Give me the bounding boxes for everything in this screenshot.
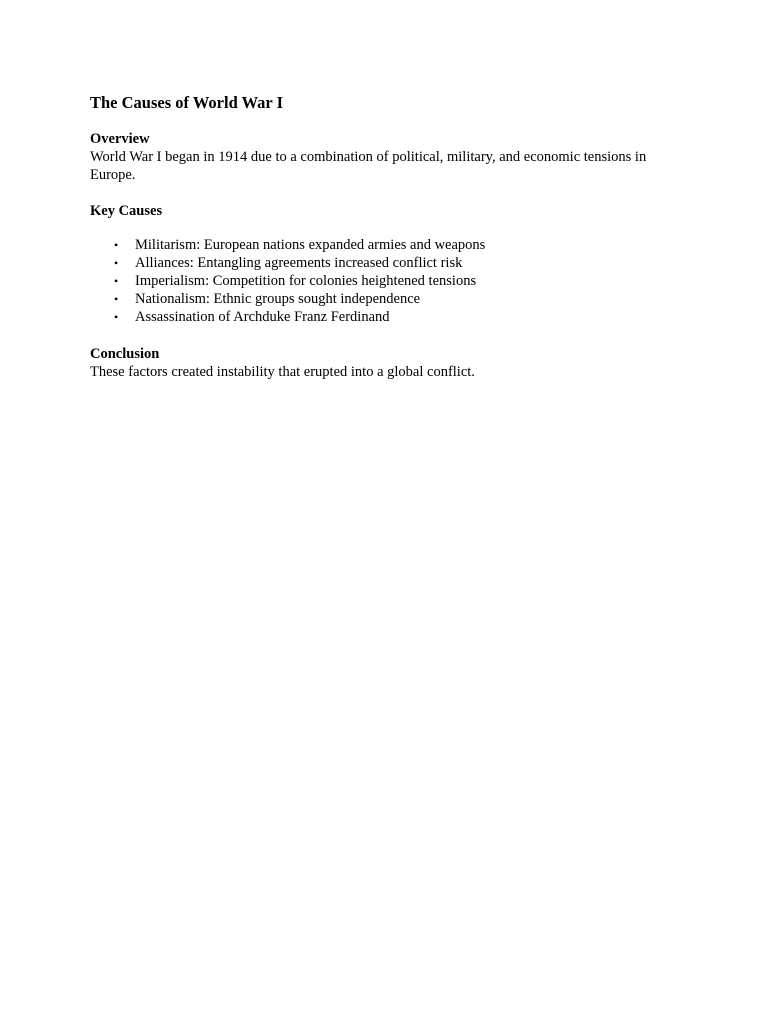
bullet-icon: • <box>114 238 119 252</box>
list-item-text: Nationalism: Ethnic groups sought independence <box>135 291 421 307</box>
overview-heading: Overview <box>90 131 150 147</box>
bullet-icon: • <box>114 310 119 324</box>
list-item-text: Militarism: European nations expanded armies and weapons <box>135 237 486 253</box>
list-item <box>90 308 688 326</box>
overview-text: World War I began in 1914 due to a combination of political, military, and economic tensions in Europe. <box>90 149 647 183</box>
key-causes-list <box>90 236 688 326</box>
list-item-text: Imperialism: Competition for colonies heightened tensions <box>135 273 477 289</box>
list-item-text: Alliances: Entangling agreements increased conflict risk <box>135 255 463 271</box>
bullet-icon: • <box>114 274 119 288</box>
list-item <box>90 290 688 308</box>
list-item <box>90 254 688 272</box>
document-title: The Causes of World War I <box>90 93 283 112</box>
conclusion-text: These factors created instability that erupted into a global conflict. <box>90 364 475 380</box>
list-item <box>90 272 688 290</box>
list-item-text: Assassination of Archduke Franz Ferdinand <box>135 309 390 325</box>
conclusion-heading: Conclusion <box>90 346 160 362</box>
bullet-icon: • <box>114 292 119 306</box>
key-causes-heading: Key Causes <box>90 203 163 219</box>
list-item <box>90 236 688 254</box>
bullet-icon: • <box>114 256 119 270</box>
